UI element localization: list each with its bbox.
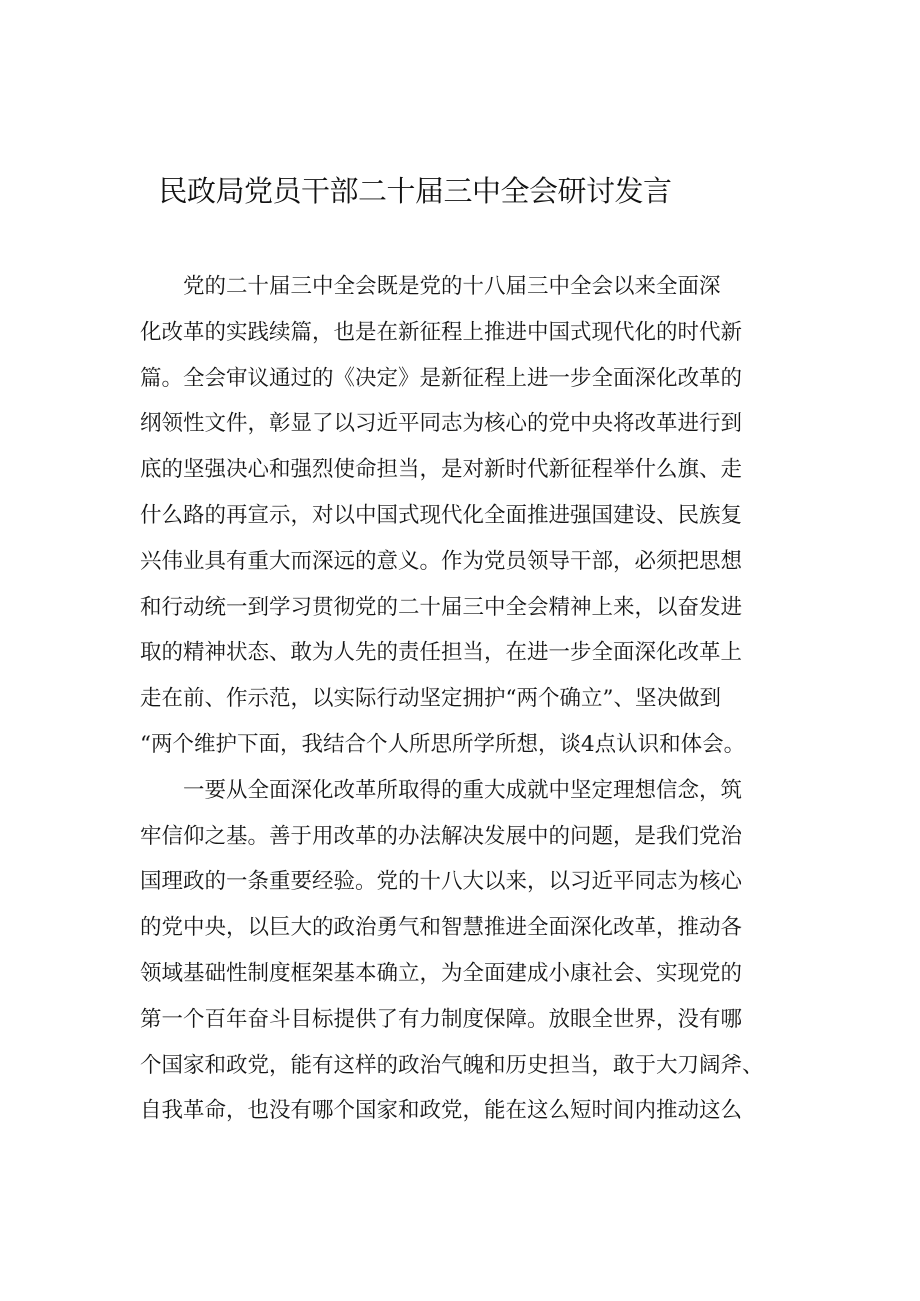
text-line: 走在前、作示范，以实际行动坚定拥护“两个确立”、坚决做到: [140, 686, 721, 712]
text-line: 国理政的一条重要经验。党的十八大以来，以习近平同志为核心: [140, 869, 743, 895]
text-line: 什么路的再宣示，对以中国式现代化全面推进强国建设、民族复: [140, 502, 743, 528]
text-line: 取的精神状态、敢为人先的责任担当，在进一步全面深化改革上: [140, 640, 743, 666]
text-line: 和行动统一到学习贯彻党的二十届三中全会精神上来，以奋发进: [140, 594, 743, 620]
text-line: 化改革的实践续篇，也是在新征程上推进中国式现代化的时代新: [140, 319, 743, 345]
paragraph-intro: [140, 264, 785, 768]
text-line: 第一个百年奋斗目标提供了有力制度保障。放眼全世界，没有哪: [140, 1006, 743, 1032]
text-line: 一要从全面深化改革所取得的重大成就中坚定理想信念，筑: [183, 777, 743, 803]
text-line: 自我革命，也没有哪个国家和政党，能在这么短时间内推动这么: [140, 1098, 743, 1124]
text-line: 兴伟业具有重大而深远的意义。作为党员领导干部，必须把思想: [140, 548, 743, 574]
paragraph-point-one: [140, 768, 785, 1134]
text-line: 领域基础性制度框架基本确立，为全面建成小康社会、实现党的: [140, 960, 743, 986]
document-body: [140, 264, 785, 1134]
document-title: 民政局党员干部二十届三中全会研讨发言: [158, 174, 672, 208]
text-line: 纲领性文件，彰显了以习近平同志为核心的党中央将改革进行到: [140, 411, 743, 437]
text-line: 牢信仰之基。善于用改革的办法解决发展中的问题，是我们党治: [140, 823, 743, 849]
text-line: 个国家和政党，能有这样的政治气魄和历史担当，敢于大刀阔斧、: [140, 1052, 764, 1078]
text-line: 篇。全会审议通过的《决定》是新征程上进一步全面深化改革的: [140, 365, 743, 391]
text-line: 党的二十届三中全会既是党的十八届三中全会以来全面深: [183, 274, 721, 299]
text-line: 底的坚强决心和强烈使命担当，是对新时代新征程举什么旗、走: [140, 457, 743, 483]
text-line: 的党中央，以巨大的政治勇气和智慧推进全面深化改革，推动各: [140, 915, 743, 941]
text-line: “两个维护下面，我结合个人所思所学所想，谈4点认识和体会。: [140, 731, 746, 757]
